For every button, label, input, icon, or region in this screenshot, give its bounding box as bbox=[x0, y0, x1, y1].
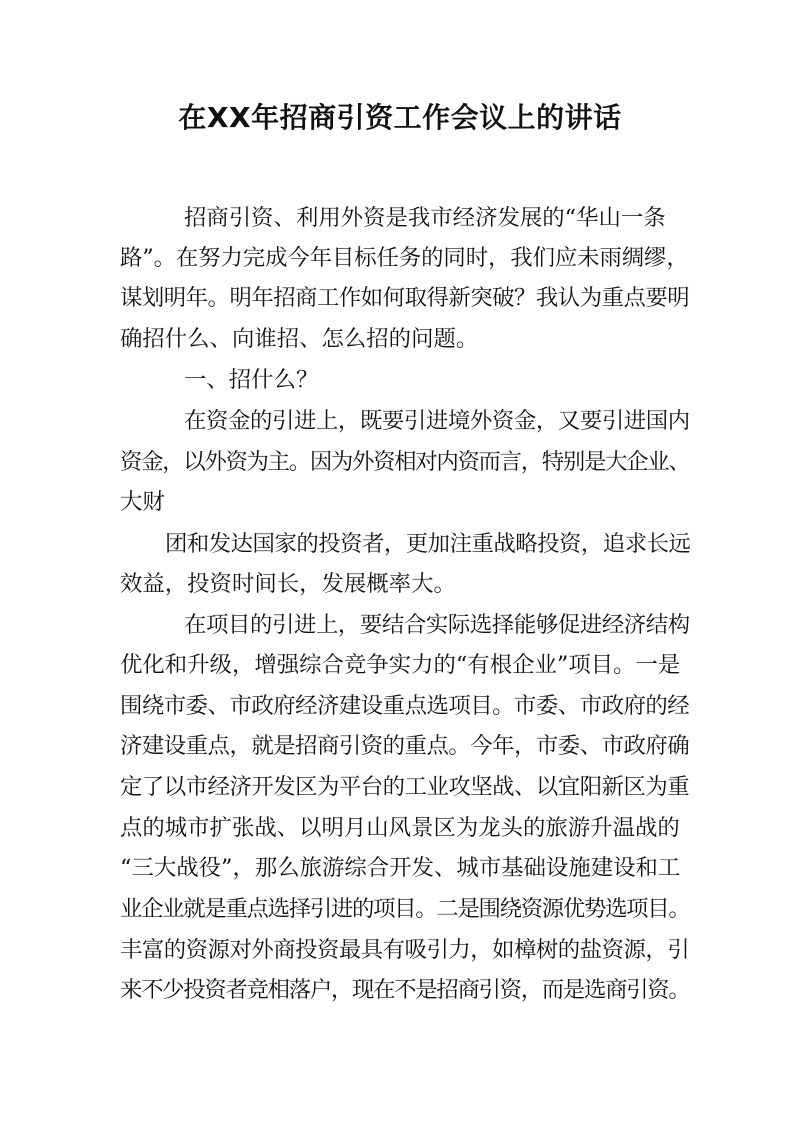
paragraph-line: 在资金的引进上，既要引进境外资金，又要引进国内 bbox=[184, 408, 690, 434]
paragraph-line: 路”。在努力完成今年目标任务的同时，我们应未雨绸缪， bbox=[120, 245, 689, 271]
paragraph-line: 济建设重点，就是招商引资的重点。今年，市委、市政府确 bbox=[120, 733, 690, 759]
paragraph-line: 在项目的引进上，要结合实际选择能够促进经济结构 bbox=[184, 612, 690, 638]
paragraph-line: 资金，以外资为主。因为外资相对内资而言，特别是大企业、 bbox=[120, 449, 690, 475]
paragraph-line: 点的城市扩张战、以明月山风景区为龙头的旅游升温战的 bbox=[120, 815, 680, 841]
paragraph-line: 团和发达国家的投资者，更加注重战略投资，追求长远 bbox=[165, 531, 691, 557]
paragraph-line: 来不少投资者竞相落户，现在不是招商引资，而是选商引资。 bbox=[120, 977, 690, 1003]
document-title: 在XX年招商引资工作会议上的讲话 bbox=[178, 101, 622, 134]
paragraph-line: 丰富的资源对外商投资最具有吸引力，如樟树的盐资源，引 bbox=[120, 937, 690, 963]
paragraph-line: 优化和升级，增强综合竞争实力的“有根企业”项目。一是 bbox=[120, 652, 681, 678]
paragraph-line: 围绕市委、市政府经济建设重点选项目。市委、市政府的经 bbox=[120, 693, 690, 719]
section-heading: 一、招什么？ bbox=[184, 367, 319, 393]
paragraph-line: 效益，投资时间长，发展概率大。 bbox=[120, 571, 456, 597]
paragraph-line: 招商引资、利用外资是我市经济发展的“华山一条 bbox=[184, 205, 666, 231]
paragraph-line: 大财 bbox=[120, 489, 165, 515]
paragraph-line: 定了以市经济开发区为平台的工业攻坚战、以宜阳新区为重 bbox=[120, 774, 690, 800]
paragraph-line: 确招什么、向谁招、怎么招的问题。 bbox=[120, 326, 479, 352]
paragraph-line: 业企业就是重点选择引进的项目。二是围绕资源优势选项目。 bbox=[120, 896, 690, 922]
paragraph-line: “三大战役”，那么旅游综合开发、城市基础设施建设和工 bbox=[120, 855, 681, 881]
paragraph-line: 谋划明年。明年招商工作如何取得新突破？我认为重点要明 bbox=[120, 285, 690, 311]
